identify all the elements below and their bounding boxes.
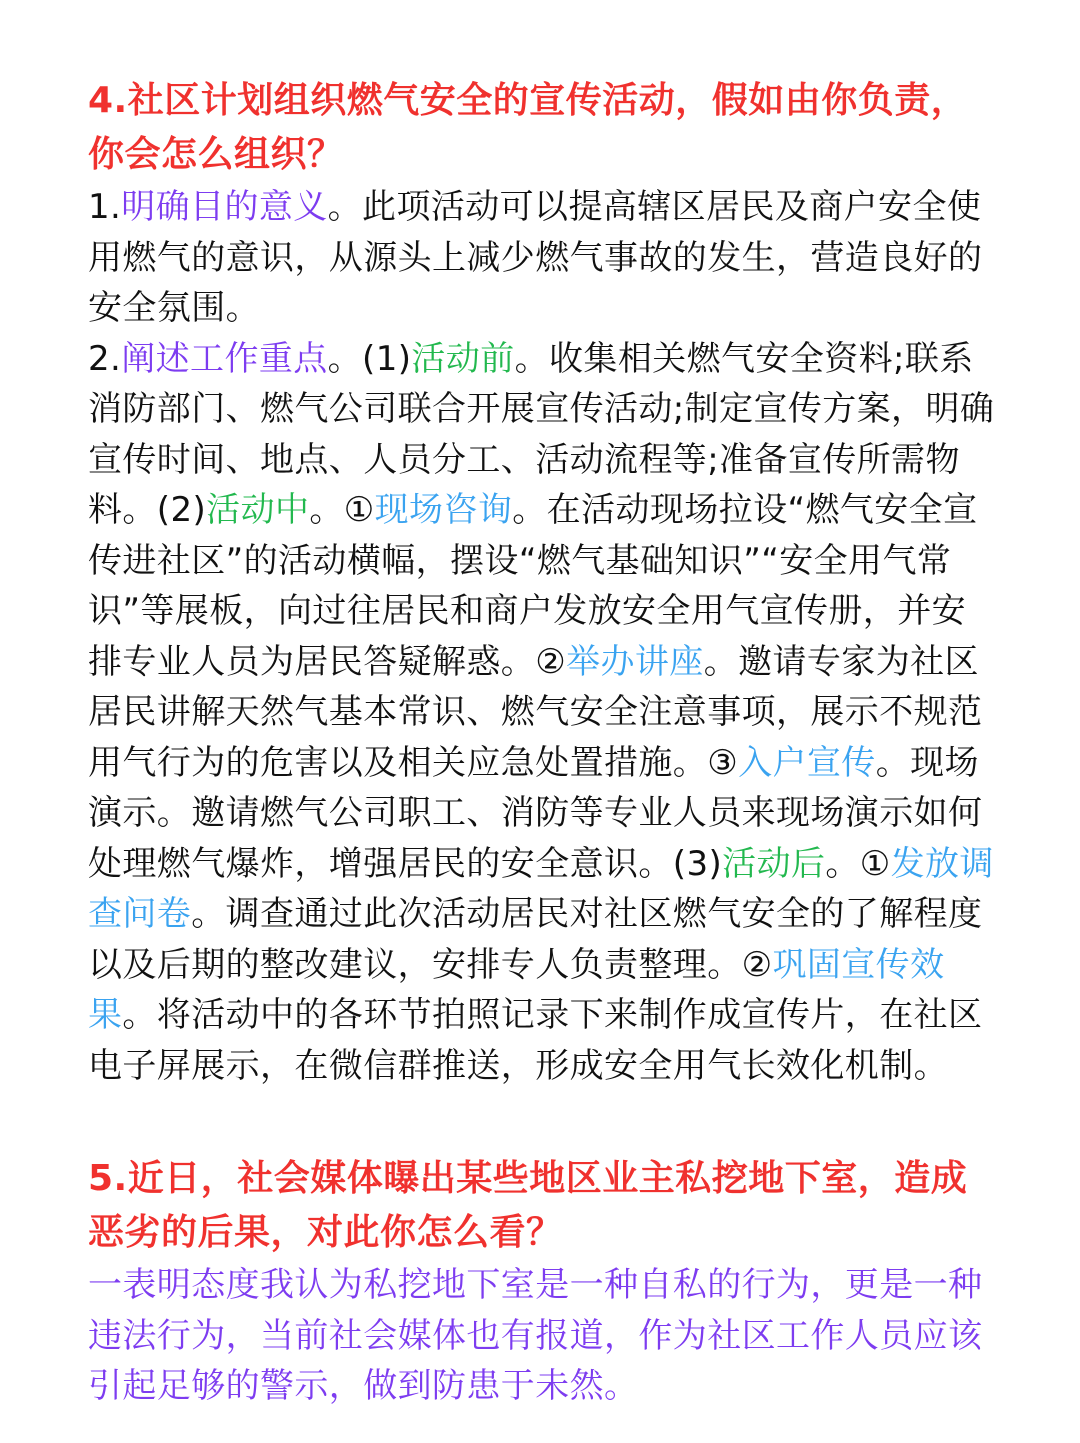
question-4-title: 4.社区计划组织燃气安全的宣传活动，假如由你负责，你会怎么组织？	[88, 80, 968, 175]
point-2-text-5: 。邀请专家为社区居民讲解天然气基本常识、燃气安全注意事项，展示不规范用气行为的危害以及相关应急处置措施。③	[88, 641, 983, 783]
consolidate-label: 巩固宣传效果	[88, 944, 945, 1035]
point-1-number: 1.	[88, 187, 122, 227]
onsite-consult-label: 现场咨询	[374, 490, 513, 530]
point-1-keyword: 明确目的意义	[121, 187, 328, 227]
q4-point-1	[88, 182, 998, 334]
lecture-label: 举办讲座	[566, 641, 704, 682]
point-2-text-3: 。①	[309, 490, 375, 530]
before-activity-label: 活动前	[411, 338, 515, 379]
q5-answer: 一表明态度我认为私挖地下室是一种自私的行为，更是一种违法行为，当前社会媒体也有报道，作为社区工作人员应该引起足够的警示，做到防患于未然。	[88, 1265, 983, 1406]
home-visit-label: 入户宣传	[738, 742, 876, 783]
point-2-text-1: 。(1)	[327, 338, 412, 379]
article	[88, 74, 998, 1412]
during-activity-label: 活动中	[206, 490, 310, 530]
survey-label: 发放调查问卷	[88, 843, 994, 934]
point-2-text-7: 。①	[825, 843, 891, 884]
point-2-text-8: 。调查通过此次活动居民对社区燃气安全的了解程度以及后期的整改建议，安排专人负责整理。②	[88, 894, 983, 985]
point-2-text-6: 。现场演示。邀请燃气公司职工、消防等专业人员来现场演示如何处理燃气爆炸，增强居民的安全意识。(3)	[88, 742, 983, 884]
point-2-text-9: 。将活动中的各环节拍照记录下来制作成宣传片，在社区电子屏展示，在微信群推送，形成安全用气长效化机制。	[88, 995, 983, 1086]
point-1-text: 。此项活动可以提高辖区居民及商户安全使用燃气的意识，从源头上减少燃气事故的发生，营造良好的安全氛围。	[88, 187, 983, 328]
section-gap	[88, 1091, 998, 1152]
point-2-number: 2.	[88, 338, 122, 379]
point-2-text-4: 。在活动现场拉设“燃气安全宣传进社区”的活动横幅，摆设“燃气基础知识”“安全用气常识”等展板，向过往居民和商户发放安全用气宣传册，并安排专业人员为居民答疑解惑。②	[88, 490, 978, 682]
point-2-keyword: 阐述工作重点	[121, 338, 328, 379]
point-2-text-2: 。收集相关燃气安全资料;联系消防部门、燃气公司联合开展宣传活动;制定宣传方案，明确宣传时间、地点、人员分工、活动流程等;准备宣传所需物料。(2)	[88, 338, 995, 530]
q4-point-2	[88, 334, 998, 1092]
question-5-title: 5.近日，社会媒体曝出某些地区业主私挖地下室，造成恶劣的后果，对此你怎么看？	[88, 1158, 968, 1253]
after-activity-label: 活动后	[722, 843, 826, 884]
